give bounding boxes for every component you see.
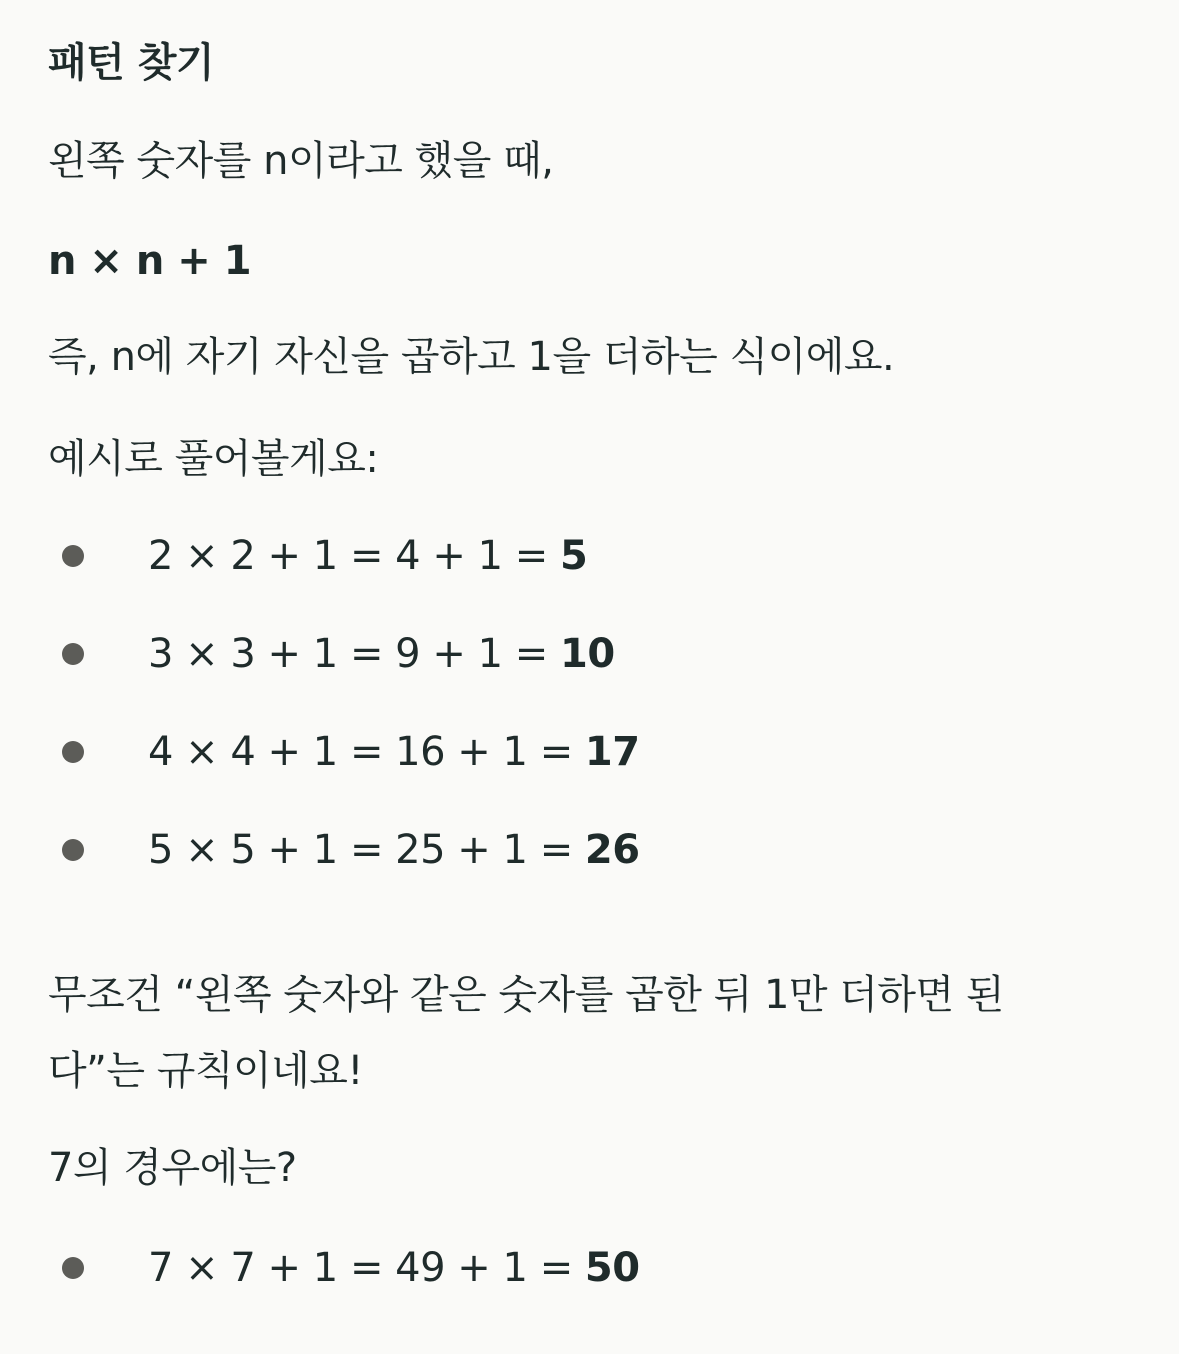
equation-result: 17 bbox=[584, 729, 640, 775]
example-equation bbox=[148, 825, 640, 875]
answer-equation bbox=[148, 1243, 640, 1293]
bullet-icon bbox=[62, 643, 84, 665]
equation-result: 50 bbox=[584, 1245, 640, 1291]
example-equation bbox=[148, 727, 640, 777]
equation-expression: 2 × 2 + 1 = 4 + 1 = bbox=[148, 533, 560, 579]
equation-expression: 5 × 5 + 1 = 25 + 1 = bbox=[148, 827, 585, 873]
list-item bbox=[0, 1243, 1179, 1293]
list-item bbox=[0, 825, 1179, 875]
list-item bbox=[0, 629, 1179, 679]
question-text: 7의 경우에는? bbox=[48, 1145, 297, 1191]
equation-expression: 4 × 4 + 1 = 16 + 1 = bbox=[148, 729, 585, 775]
section-heading: 패턴 찾기 bbox=[48, 40, 214, 86]
equation-result: 10 bbox=[559, 631, 615, 677]
bullet-icon bbox=[62, 839, 84, 861]
list-item bbox=[0, 531, 1179, 581]
bullet-icon bbox=[62, 1257, 84, 1279]
formula: n × n + 1 bbox=[48, 238, 252, 284]
bullet-icon bbox=[62, 741, 84, 763]
intro-text: 왼쪽 숫자를 n이라고 했을 때, bbox=[48, 138, 554, 184]
list-item bbox=[0, 727, 1179, 777]
equation-expression: 3 × 3 + 1 = 9 + 1 = bbox=[148, 631, 560, 677]
explanation-text: 즉, n에 자기 자신을 곱하고 1을 더하는 식이에요. bbox=[48, 334, 895, 380]
equation-result: 5 bbox=[559, 533, 588, 579]
rule-text-line-1: 무조건 “왼쪽 숫자와 같은 숫자를 곱한 뒤 1만 더하면 된 bbox=[48, 972, 1005, 1018]
bullet-icon bbox=[62, 545, 84, 567]
rule-text-line-2: 다”는 규칙이네요! bbox=[48, 1048, 363, 1094]
example-intro: 예시로 풀어볼게요: bbox=[48, 436, 379, 482]
equation-result: 26 bbox=[584, 827, 640, 873]
example-equation bbox=[148, 629, 615, 679]
equation-expression: 7 × 7 + 1 = 49 + 1 = bbox=[148, 1245, 585, 1291]
example-equation bbox=[148, 531, 587, 581]
